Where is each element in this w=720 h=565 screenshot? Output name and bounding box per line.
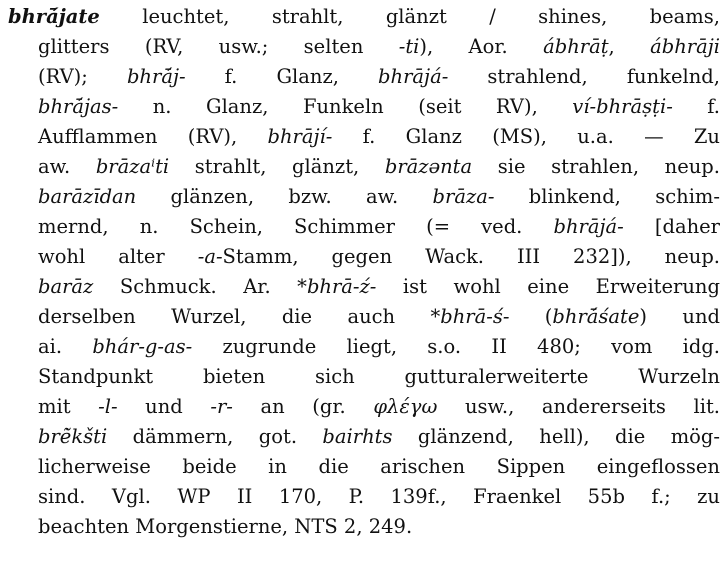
italic-form: bhrā́śate xyxy=(552,305,640,328)
text-segment: beachten Morgenstierne, NTS 2, 249. xyxy=(38,515,413,538)
italic-form: brāzənta xyxy=(384,155,473,178)
italic-form: -a- xyxy=(197,245,223,268)
text-segment: [daher xyxy=(623,215,720,238)
entry-line xyxy=(8,272,720,302)
text-segment: derselben Wurzel, die auch * xyxy=(38,305,441,328)
italic-form: ábhrāṭ xyxy=(543,35,609,58)
text-segment: ai. xyxy=(38,335,93,358)
text-segment: strahlt, glänzt, xyxy=(169,155,385,178)
text-segment: strahlend, funkelnd, xyxy=(448,65,720,88)
dictionary-entry xyxy=(8,2,720,542)
entry-line xyxy=(8,92,720,122)
entry-line xyxy=(8,152,720,182)
text-segment: ( xyxy=(509,305,553,328)
text-segment: ist wohl eine Erweiterung xyxy=(376,275,720,298)
italic-form: bhrā́j- xyxy=(126,65,186,88)
text-segment: f. xyxy=(672,95,720,118)
text-segment: dämmern, got. xyxy=(107,425,323,448)
text-segment: glänzen, bzw. aw. xyxy=(136,185,433,208)
text-segment: an (gr. xyxy=(232,395,374,418)
text-segment: zugrunde liegt, s.o. II 480; vom idg. xyxy=(192,335,720,358)
text-segment: glitters (RV, usw.; selten xyxy=(38,35,399,58)
text-segment: (RV); xyxy=(38,65,127,88)
entry-line xyxy=(8,452,720,482)
italic-form: brāza- xyxy=(432,185,495,208)
italic-form: bairhts xyxy=(322,425,393,448)
entry-line xyxy=(8,512,720,542)
italic-form: φλέγω xyxy=(373,395,438,418)
text-segment: f. Glanz (MS), u.a. — Zu xyxy=(332,125,720,148)
text-segment: wohl alter xyxy=(38,245,198,268)
italic-form: -ti xyxy=(398,35,420,58)
entry-line xyxy=(8,212,720,242)
text-segment: leuchtet, strahlt, glänzt / shines, beams, xyxy=(99,5,720,28)
entry-line xyxy=(8,332,720,362)
italic-form: bhrā-ś- xyxy=(440,305,510,328)
italic-form: -r- xyxy=(210,395,233,418)
headword: bhrā́jate xyxy=(8,5,100,28)
text-segment: mernd, n. Schein, Schimmer (= ved. xyxy=(38,215,554,238)
entry-line xyxy=(8,392,720,422)
italic-form: brāzaⁱti xyxy=(95,155,170,178)
italic-form: ví-bhrāṣṭi- xyxy=(572,95,673,118)
entry-line xyxy=(8,62,720,92)
italic-form: bhrājí- xyxy=(267,125,333,148)
text-segment: Schmuck. Ar. * xyxy=(93,275,307,298)
entry-line xyxy=(8,482,720,512)
italic-form: bhrājá- xyxy=(378,65,449,88)
entry-line xyxy=(8,182,720,212)
text-segment: Stamm, gegen Wack. III 232]), neup. xyxy=(222,245,720,268)
text-segment: n. Glanz, Funkeln (seit RV), xyxy=(118,95,573,118)
text-segment: sie strahlen, neup. xyxy=(472,155,720,178)
text-segment: ) und xyxy=(639,305,720,328)
entry-line xyxy=(8,302,720,332)
entry-line xyxy=(8,122,720,152)
text-segment: Aufflammen (RV), xyxy=(38,125,268,148)
entry-line xyxy=(8,32,720,62)
text-segment: f. Glanz, xyxy=(185,65,379,88)
italic-form: bhrā-ź- xyxy=(306,275,377,298)
text-segment: , xyxy=(608,35,651,58)
italic-form: bhrājá- xyxy=(553,215,624,238)
text-segment: licherweise beide in die arischen Sippen eingeflossen xyxy=(38,455,720,478)
text-segment: und xyxy=(117,395,211,418)
text-segment: ), Aor. xyxy=(419,35,544,58)
text-segment: usw., andererseits lit. xyxy=(437,395,720,418)
italic-form: barāz xyxy=(38,275,94,298)
entry-line xyxy=(8,362,720,392)
text-segment: glänzend, hell), die mög- xyxy=(392,425,720,448)
italic-form: ábhrāji xyxy=(650,35,720,58)
entry-line xyxy=(8,242,720,272)
italic-form: brė̃kšti xyxy=(38,425,108,448)
text-segment: sind. Vgl. WP II 170, P. 139f., Fraenkel 55b f.; zu xyxy=(38,485,720,508)
entry-line xyxy=(8,422,720,452)
text-segment: Standpunkt bieten sich gutturalerweiterte Wurzeln xyxy=(38,365,720,388)
italic-form: -l- xyxy=(98,395,118,418)
text-segment: aw. xyxy=(38,155,96,178)
text-segment: blinkend, schim- xyxy=(494,185,720,208)
italic-form: barāzīdan xyxy=(38,185,137,208)
text-segment: mit xyxy=(38,395,99,418)
entry-line xyxy=(8,2,720,32)
italic-form: bhrā́jas- xyxy=(38,95,119,118)
italic-form: bhár-g-as- xyxy=(92,335,193,358)
